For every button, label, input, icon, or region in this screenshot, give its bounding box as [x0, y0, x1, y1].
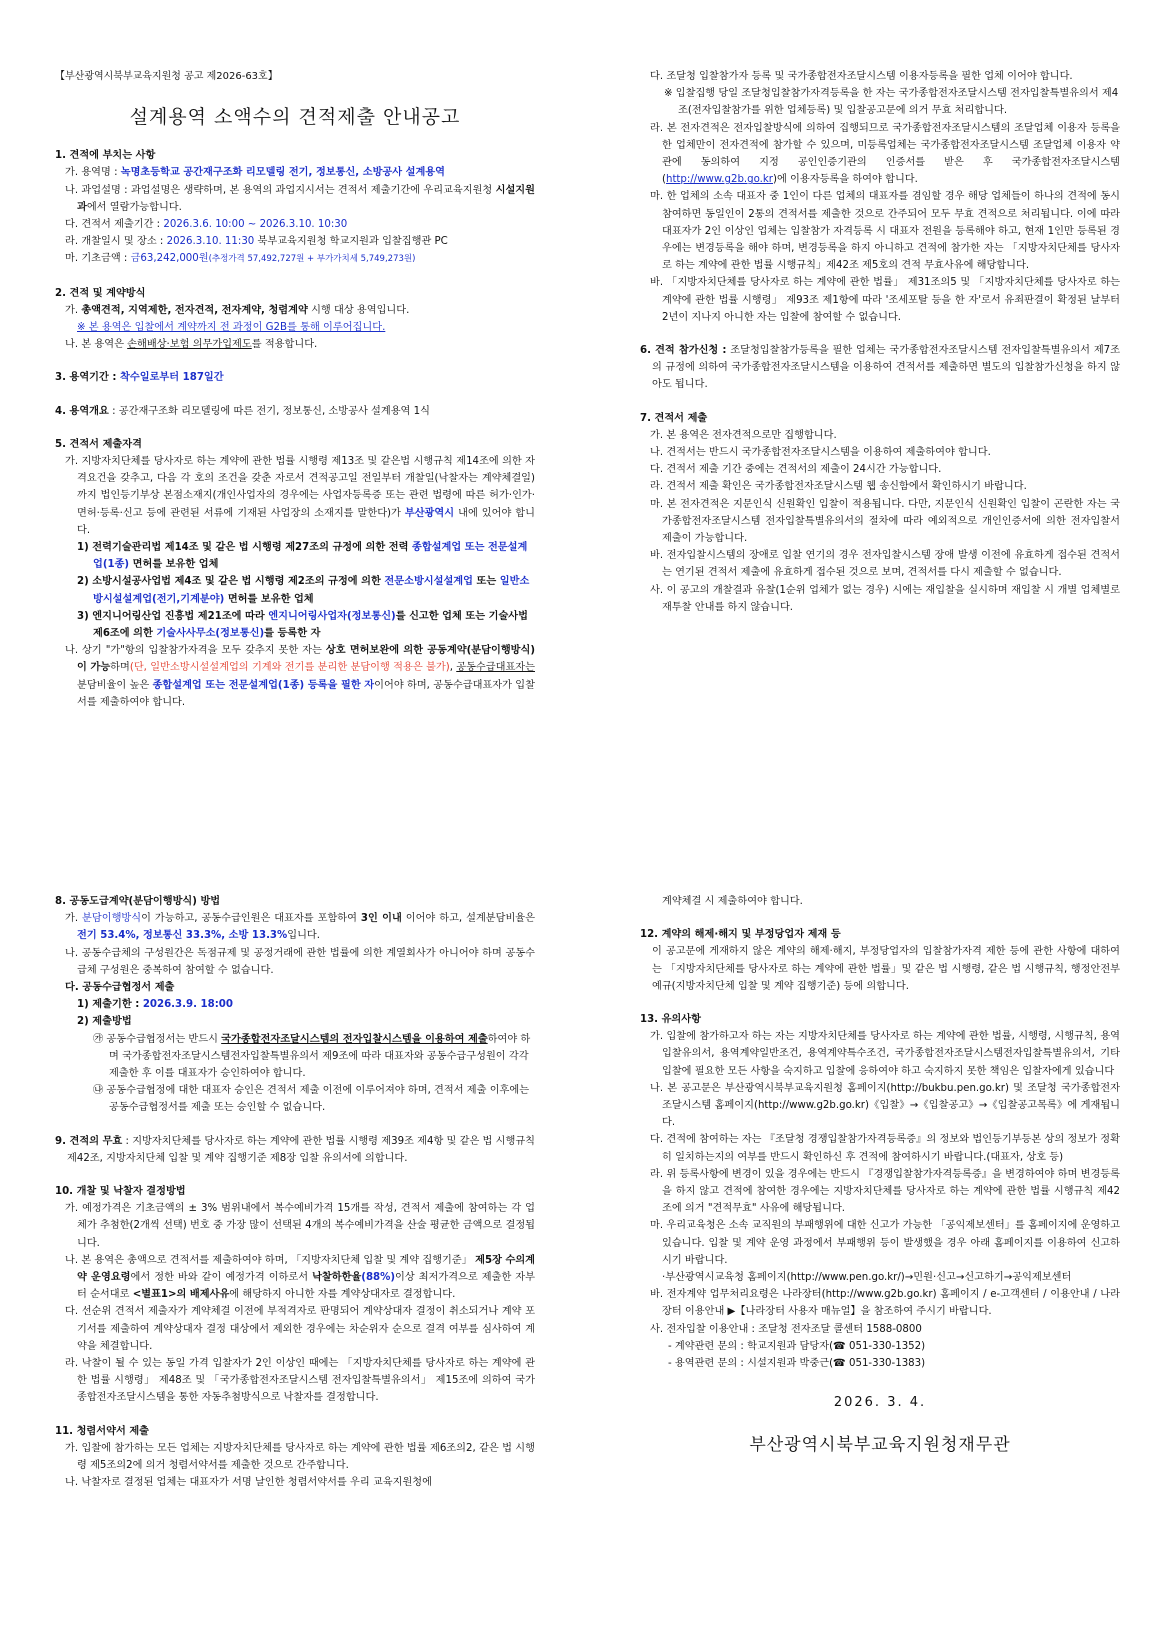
s8-sub-2a [55, 1031, 535, 1083]
s10-item-da: 다. 선순위 견적서 제출자가 계약체결 이전에 부적격자로 판명되어 계약상대자 결정이 취소되거나 계약 포기서를 제출하여 계약상대자 결정 대상에서 제외한 경우에는 차순위자 순으로 결격 여부를 심사하여 계약을 체결합니다. [65, 1306, 535, 1352]
s5-ra-text: 라. 본 전자견적은 전자입찰방식에 의하여 집행되므로 국가종합전자조달시스템의 조달업체 이용자 등록을 한 업체만이 전자견적에 참가할 수 있으며, 미등록업체는 국가종합전자조달시스템 조달업체 이용자 약관에 동의하여 지정 공인인증기관의 인증서를 받은 후 국가종합전자조달시스템( [650, 122, 1120, 186]
service-period: 착수일로부터 187일간 [120, 372, 224, 384]
chapter-5: 제5장 수의계약 운영요령 [77, 1254, 535, 1284]
s7-item-ga: 가. 본 용역은 전자견적으로만 집행합니다. [650, 429, 837, 441]
license-fire-pro: 전문소방시설설계업 [384, 576, 473, 588]
section-12 [640, 926, 1120, 995]
s8-item-ga [55, 910, 535, 944]
section-3 [55, 369, 535, 386]
s8-item-da: 다. 공동수급협정서 제출 [65, 982, 175, 994]
service-overview: : 공간재구조화 리모델링에 따른 전기, 정보통신, 소방공사 설계용역 1식 [108, 405, 430, 417]
s8-sub-2: 2) 제출방법 [77, 1016, 132, 1028]
s2-item-ga [55, 302, 535, 319]
s2-na-pre: 나. 본 용역은 [65, 339, 128, 351]
license-eng: 엔지니어링사업자(정보통신) [268, 610, 396, 622]
s5-2-mid: 또는 [473, 576, 500, 588]
s5-1-post: 면허를 보유한 업체 [129, 559, 219, 571]
s13-item-ga: 가. 입찰에 참가하고자 하는 자는 지방자치단체를 당사자로 하는 계약에 관한 법률, 시행령, 시행규칙, 용역입찰유의서, 용역계약일반조건, 용역계약특수조건, 국가종합전자조달시스템전자입찰특별유의서, 기타 입찰에 필요한 모든 사항을 숙지하고 입찰에 응하여야 하고 숙지하지 못한 책임은 입찰자에게 있습니다 [650, 1031, 1120, 1077]
s5-item-ma: 마. 한 업체의 소속 대표자 중 1인이 다른 업체의 대표자를 겸임할 경우 해당 업체들이 하나의 견적에 동시 참여하면 동일인이 2통의 견적서를 제출한 것으로 간주되어 모두 무효 견적으로 처리됩니다. 이에 따라 대표자가 2인 이상인 업체는 입찰참가 자격등록 시 대표자 전원을 등록해야 하고, 현재 1인만 등록된 경우에는 변경등록을 해야 하며, 변경등록을 하지 아니하고 견적에 참가한 자는 「지방자치단체를 당사자로 하는 계약에 관한 법률 시행규칙」제42조 제5호의 견적 무효사유에 해당합니다. [650, 191, 1120, 272]
s13-item-sa: 사. 전자입찰 이용안내 : 조달청 전자조달 콜센터 1588-0800 [650, 1323, 922, 1335]
s2-ga-post: 시행 대상 용역입니다. [307, 304, 410, 316]
s5-3-mid: 를 신고한 업체 또는 기술사법 제6조에 의한 [93, 610, 528, 640]
s7-item-da: 다. 견적서 제출 기간 중에는 견적서의 제출이 24시간 가능합니다. [650, 464, 942, 476]
section-1-title: 1. 견적에 부치는 사항 [55, 150, 156, 162]
s5-da-note: ※ 입찰집행 당일 조달청입찰참가자격등록을 한 자는 국가종합전자조달시스템 전자입찰특별유의서 제4조(전자입찰참가를 위한 업체등록) 및 입찰공고문에 의거 무효 처리합니다. [664, 88, 1119, 117]
s11-item-ga: 가. 입찰에 참가하는 모든 업체는 지방자치단체를 당사자로 하는 계약에 관한 법률 제6조의2, 같은 법 시행령 제5조의2에 의거 청렴서약서를 제출한 것으로 간주합니다. [65, 1442, 535, 1472]
s5-3-post: 를 등록한 자 [264, 628, 321, 640]
section-8 [55, 893, 535, 1117]
s5-sub-1 [55, 539, 535, 573]
section-11-title: 11. 청렴서약서 제출 [55, 1425, 150, 1437]
s7-item-ba: 바. 전자입찰시스템의 장애로 입찰 연기의 경우 전자입찰시스템 장애 발생 이전에 유효하게 접수된 견적서는 연기된 견적서 제출에 유효하게 접수된 것으로 보며, 견적서를 다시 제출할 수 없습니다. [650, 550, 1120, 579]
section-4 [55, 403, 535, 420]
s10-na-post: 에 해당하지 아니한 자를 계약상대자로 결정합니다. [229, 1289, 456, 1301]
s5-2-post: 면허를 보유한 업체 [224, 593, 314, 605]
s11-continued: 계약체결 시 제출하여야 합니다. [662, 896, 803, 907]
s8-item-na: 나. 공동수급체의 구성원간은 독점규제 및 공정거래에 관한 법률에 의한 계열회사가 아니어야 하며 공동수급체 구성원은 중복하여 참여할 수 없습니다. [65, 947, 535, 976]
g2b-note: ※ 본 용역은 입찰에서 계약까지 전 과정이 G2B를 통해 이루어집니다. [77, 322, 386, 334]
s5-item-da: 다. 조달청 입찰참가자 등록 및 국가종합전자조달시스템 이용자등록을 필한 업체 이어야 합니다. [650, 71, 1073, 82]
section-13-title: 13. 유의사항 [640, 1014, 701, 1026]
s5-1-pre: 1) 전력기술관리법 제14조 및 같은 법 시행령 제27조의 규정에 의한 전력 [77, 542, 412, 554]
opening-datetime: 2026.3.10. 11:30 [166, 236, 255, 248]
s10-item-ga: 가. 예정가격은 기초금액의 ± 3% 범위내에서 복수예비가격 15개를 작성, 견적서 제출에 참여하는 각 업체가 추첨한(2개씩 선택) 번호 중 가장 많이 선택된 4개의 복수예비가격을 산술 평균한 금액으로 결정됩니다. [65, 1203, 535, 1249]
s5-3-pre: 3) 엔지니어링산업 진흥법 제21조에 따라 [77, 610, 269, 622]
section-10-title: 10. 개찰 및 낙찰자 결정방법 [55, 1186, 186, 1198]
member-limit: 3인 이내 [360, 913, 402, 925]
s8-ga-label: 가. [65, 913, 83, 925]
s2-item-na [55, 336, 535, 353]
s5-sub-2 [55, 573, 535, 607]
s13-item-na: 나. 본 공고문은 부산광역시북부교육지원청 홈페이지(http://bukbu.pen.go.kr) 및 조달청 국가종합전자조달시스템 홈페이지(http://www.g2b.go.kr)《입찰》→《입찰공고》→《입찰공고목록》에 게재됩니다. [650, 1082, 1120, 1129]
share-ratio: 전기 53.4%, 정보통신 33.3%, 소방 13.3% [77, 930, 288, 942]
license-fire-general: 일반소방시설설계업(전기,기계분야) [93, 576, 530, 605]
exclusion-reasons: <별표1>의 배제사유 [132, 1289, 230, 1301]
s8-2a-pre: ㉮ 공동수급협정서는 반드시 [93, 1033, 222, 1045]
notice-number: 【부산광역시북부교육지원청 공고 제2026-63호】 [55, 71, 278, 82]
s1-item-na [55, 182, 535, 216]
s1-item-ma [55, 250, 535, 268]
section-13 [640, 1011, 1120, 1372]
column-bottom-right [640, 893, 1120, 1455]
s1-ga-label: 가. 용역명 : [65, 167, 121, 179]
contact-contract: - 계약관련 문의 : 학교지원과 담당자(☎ 051-330-1352) [668, 1340, 926, 1352]
s5-item-ra [640, 120, 1120, 189]
section-10 [55, 1183, 535, 1407]
s1-item-ga [55, 164, 535, 181]
section-9 [55, 1133, 535, 1167]
section-12-title: 12. 계약의 해제·해지 및 부정당업자 제재 등 [640, 929, 841, 941]
s5-na-pre: 나. 상기 "가"항의 입찰참가자격을 모두 갖추지 못한 자는 [65, 645, 326, 657]
s13-item-da: 다. 견적에 참여하는 자는 『조달청 경쟁입찰참가자격등록증』의 정보와 법인등기부등본 상의 정보가 정확히 일치하는지의 여부를 반드시 확인하신 후 견적에 참여하시기 바랍니다.(대표자, 상호 등) [650, 1134, 1120, 1163]
submission-period: 2026.3.6. 10:00 ~ 2026.3.10. 10:30 [163, 219, 348, 231]
signer: 부산광역시북부교육지원청재무관 [749, 1435, 1011, 1456]
s8-sub-1 [55, 996, 535, 1013]
insurance-system: 손해배상·보험 의무가입제도 [127, 339, 252, 351]
s8-1-label: 1) 제출기한 : [77, 999, 143, 1011]
rate-88: (88%) [361, 1272, 395, 1284]
s8-sub-2b: ㉯ 공동수급협정에 대한 대표자 승인은 견적서 제출 이전에 이루어져야 하며, 견적서 제출 이후에는 공동수급협정서를 제출 또는 승인할 수 없습니다. [93, 1085, 530, 1114]
s10-item-na [55, 1252, 535, 1304]
s13-ma-link: ·부산광역시교육청 홈페이지(http://www.pen.go.kr/)→민원·신고→신고하기→공익제보센터 [662, 1272, 1072, 1284]
base-amount-note: (추정가격 57,492,727원 + 부가가치세 5,749,273원) [208, 254, 416, 265]
split-method: 분담이행방식 [82, 913, 142, 925]
section-8-title: 8. 공동도급계약(분담이행방식) 방법 [55, 896, 221, 907]
service-name: 녹명초등학교 공간재구조화 리모델링 전기, 정보통신, 소방공사 설계용역 [120, 167, 446, 179]
s5-ga-text: 가. 지방자치단체를 당사자로 하는 계약에 관한 법률 시행령 제13조 및 같은법 시행규칙 제14조에 의한 자격요건을 갖추고, 다음 각 호의 조건을 갖춘 자로서 견적공고일 전일부터 개찰일(낙찰자는 계약체결일)까지 법인등기부상 본점소재지(개인사업자의 경우에는 사업자등록증 또는 관련 법령에 따른 허가·인가·면허·등록·신고 등에 관련된 서류에 기재된 사업장의 소재지를 말한다)가 [65, 456, 535, 519]
base-amount: 금63,242,000원 [130, 253, 209, 265]
s1-na-post: 에서 열람가능합니다. [86, 201, 182, 213]
joint-representative: 공동수급대표자는 [456, 662, 535, 674]
s5-na-mid2: , [449, 662, 457, 674]
document-title: 설계용역 소액수의 견적제출 안내공고 [129, 106, 461, 129]
joint-contract-allowed: 상호 면허보완에 의한 공동계약(분담이행방식)이 가능 [77, 645, 535, 674]
license-electric: 종합설계업 또는 전문설계업(1종) [93, 542, 528, 571]
s8-ga-post: 입니다. [287, 930, 320, 942]
s5-ga-post: 내에 있어야 합니다. [77, 507, 535, 536]
section-6 [640, 342, 1120, 394]
s1-item-ra [55, 233, 535, 250]
section-6-title: 6. 견적 참가신청 : [640, 345, 727, 357]
s5-na-mid3: 분담비율이 높은 [77, 679, 153, 691]
g2b-link[interactable]: http://www.g2b.go.kr [665, 174, 773, 186]
s5-item-ga [55, 453, 535, 539]
section-2-title: 2. 견적 및 계약방식 [55, 287, 146, 299]
s10-na-mid2: 이상 최저가격으로 제출한 자부터 순서대로 [77, 1272, 535, 1301]
s5-ra-post: )에 이용자등록을 하여야 합니다. [773, 174, 918, 186]
s1-ra-label: 라. 개찰일시 및 장소 : [65, 236, 167, 248]
s3-label: 3. 용역기간 : [55, 372, 121, 384]
section-2 [55, 285, 535, 354]
submission-method: 국가종합전자조달시스템의 전자입찰시스템을 이용하여 제출 [221, 1033, 488, 1045]
exception-note: (단, 일반소방시설설계업의 기계와 전기를 분리한 분담이행 적용은 불가) [129, 662, 450, 674]
section-4-title: 4. 용역개요 [55, 405, 109, 417]
s13-item-ba: 바. 전자계약 업무처리요령은 나라장터(http://www.g2b.go.kr) 홈페이지 / e-고객센터 / 이용안내 / 나라장터 이용안내 ▶【나라장터 사용자 매뉴얼】을 참조하여 주시기 바랍니다. [650, 1289, 1120, 1318]
section-9-text: : 지방자치단체를 당사자로 하는 계약에 관한 법률 시행령 제39조 제4항 및 같은 법 시행규칙 제42조, 지방자치단체 입찰 및 계약 집행기준 제8장 입찰 유의서에 의합니다. [67, 1135, 535, 1164]
s5-2-pre: 2) 소방시설공사업법 제4조 및 같은 법 시행령 제2조의 규정에 의한 [77, 576, 385, 588]
s5-item-ba: 바. 「지방자치단체를 당사자로 하는 계약에 관한 법률」 제31조의5 및 「지방자치단체를 당사자로 하는 계약에 관한 법률 시행령」 제93조 제1항에 따라 '조세포탈 등을 한 자'로서 유죄판결이 확정된 날부터 2년이 지나지 아니한 자는 입찰에 참여할 수 없습니다. [650, 277, 1120, 323]
license-engineer-office: 기술사사무소(정보통신) [156, 628, 265, 640]
section-12-text: 이 공고문에 게재하지 않은 계약의 해제·해지, 부정당업자의 입찰참가자격 제한 등에 관한 사항에 대하여는 「지방자치단체를 당사자로 하는 계약에 관한 법률」및 같은 법 시행령, 같은 법 시행규칙, 행정안전부예규(지방자치단체 입찰 및 계약 집행기준) 등에 의합니다. [652, 946, 1120, 992]
section-7 [640, 410, 1120, 616]
s8-ga-mid2: 이어야 하고, 설계분담비율은 [401, 913, 535, 925]
s5-sub-3 [55, 608, 535, 642]
s13-item-ra: 라. 위 등록사항에 변경이 있을 경우에는 반드시 『경쟁입찰참가자격등록증』을 변경하여야 하며 변경등록을 하지 않고 견적에 참여한 경우에는 지방자치단체를 당사자로 하는 계약에 관한 법률 시행규칙 제42조에 의거 "견적무효" 사유에 해당됩니다. [650, 1168, 1120, 1215]
s2-note [55, 319, 535, 336]
section-5 [55, 436, 535, 711]
s2-ga-label: 가. [65, 304, 82, 316]
section-4-line [55, 403, 535, 420]
s13-item-ma: 마. 우리교육청은 소속 교직원의 부패행위에 대한 신고가 가능한 「공익제보센터」를 홈페이지에 운영하고 있습니다. 입찰 및 계약 운영 과정에서 부패행위 등이 발생했을 경우 아래 홈페이지를 이용하여 신고하시기 바랍니다. [650, 1220, 1120, 1266]
s7-item-ma: 마. 본 전자견적은 지문인식 신원확인 입찰이 적용됩니다. 다만, 지문인식 신원확인 입찰이 곤란한 자는 국가종합전자조달시스템 전자입찰특별유의서의 절차에 따라 예외적으로 개인인증서에 의한 전자입찰서 제출이 가능합니다. [650, 498, 1120, 545]
s5-item-na [55, 642, 535, 711]
s1-ma-label: 마. 기초금액 : [65, 253, 131, 265]
column-top-left [55, 68, 535, 711]
agreement-deadline: 2026.3.9. 18:00 [142, 999, 233, 1011]
s8-ga-mid: 이 가능하고, 공동수급인원은 대표자를 포함하여 [141, 913, 361, 925]
section-6-text: 조달청입찰참가등록을 필한 업체는 국가종합전자조달시스템 전자입찰특별유의서 제7조의 규정에 의하여 국가종합전자조달시스템을 이용하여 견적서를 제출하면 별도의 입찰참가신청을 하지 않아도 됩니다. [652, 345, 1120, 391]
s1-da-label: 다. 견적서 제출기간 : [65, 219, 164, 231]
region-busan: 부산광역시 [404, 507, 455, 519]
s7-item-ra: 라. 견적서 제출 확인은 국가종합전자조달시스템 웹 송신함에서 확인하시기 바랍니다. [650, 481, 1027, 493]
s10-na-mid: 에서 정한 바와 같이 예정가격 이하로서 [130, 1272, 313, 1284]
section-3-title [55, 369, 535, 386]
section-5-title: 5. 견적서 제출자격 [55, 438, 142, 450]
representative-license: 종합설계업 또는 전문설계업(1종) 등록을 필한 자 [152, 679, 375, 691]
s7-item-na: 나. 견적서는 반드시 국가종합전자조달시스템을 이용하여 제출하여야 합니다. [650, 447, 991, 459]
contact-service: - 용역관련 문의 : 시설지원과 박중근(☎ 051-330-1383) [668, 1358, 926, 1370]
column-bottom-left [55, 893, 535, 1492]
s11-item-na: 나. 낙찰자로 결정된 업체는 대표자가 서명 날인한 청렴서약서를 우리 교육지원청에 [65, 1477, 432, 1489]
section-11 [55, 1423, 535, 1492]
section-9-title: 9. 견적의 무효 [55, 1135, 123, 1147]
s2-na-post: 를 적용합니다. [251, 339, 318, 351]
lower-limit-rate: 낙찰하한율 [312, 1272, 362, 1284]
section-7-title: 7. 견적서 제출 [640, 412, 708, 424]
s1-item-da [55, 216, 535, 233]
column-top-right [640, 68, 1120, 616]
section-1 [55, 147, 535, 268]
notice-date: 2026. 3. 4. [833, 1395, 927, 1411]
s1-ra-place: 북부교육지원청 학교지원과 입찰집행관 PC [254, 236, 448, 248]
s10-na-pre: 나. 본 용역은 총액으로 견적서를 제출하여야 하며, 「지방자치단체 입찰 및 계약 집행기준」 [65, 1254, 476, 1266]
s1-na-dept: 시설지원과 [77, 184, 535, 213]
s8-2a-post: 하여야 하며 국가종합전자조달시스템전자입찰특별유의서 제9조에 따라 대표자와 공동수급구성원이 각각 제출한 후 이를 대표자가 승인하여야 합니다. [109, 1033, 531, 1080]
s5-na-mid: 하며 [110, 662, 130, 674]
s10-item-ra: 라. 낙찰이 될 수 있는 동일 가격 입찰자가 2인 이상인 때에는 「지방자치단체를 당사자로 하는 계약에 관한 법률 시행령」 제48조 및 「국가종합전자조달시스템 전자입찰특별유의서」 제15조에 의하여 국가종합전자조달시스템을 통한 자동추첨방식으로 낙찰자를 결정합니다. [65, 1358, 535, 1404]
s1-na-text: 나. 과업설명 : 과업설명은 생략하며, 본 용역의 과업지시서는 견적서 제출기간에 우리교육지원청 [65, 184, 496, 196]
s7-item-sa: 사. 이 공고의 개찰결과 유찰(1순위 업체가 없는 경우) 시에는 재입찰을 실시하며 재입찰 시 개별 업체별로 재투찰 안내를 하지 않습니다. [650, 584, 1120, 613]
s2-ga-bold: 총액견적, 지역제한, 전자견적, 전자계약, 청렴계약 [81, 304, 308, 316]
s5-na-post: 이어야 하며, 공동수급대표자가 입찰서를 제출하여야 합니다. [77, 679, 535, 708]
